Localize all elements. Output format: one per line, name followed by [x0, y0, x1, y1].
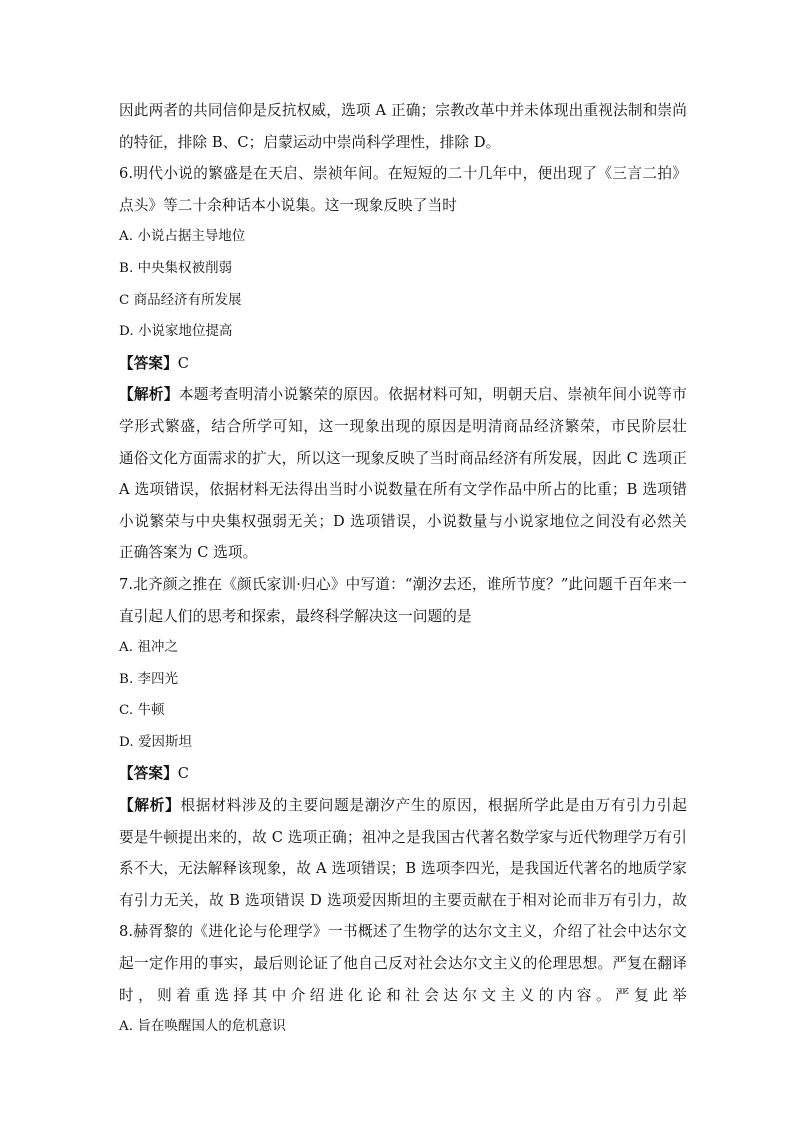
line-text: 学形式繁盛，结合所学可知，这一现象出现的原因是明清商品经济繁荣，市民阶层壮 — [119, 417, 687, 435]
answer-label-line — [119, 790, 687, 822]
line-text: B. 中央集权被削弱 — [119, 260, 233, 276]
text-line — [119, 885, 687, 917]
text-line — [119, 569, 687, 601]
option-line — [119, 221, 687, 253]
answer-label-line — [119, 379, 687, 411]
text-line — [119, 601, 687, 633]
line-text: 起一定作用的事实，最后则论证了他自己反对社会达尔文主义的伦理思想。严复在翻译 — [119, 955, 687, 973]
text-line — [119, 980, 687, 1012]
text-line — [119, 853, 687, 885]
option-line — [119, 1011, 687, 1043]
option-line — [119, 632, 687, 664]
section-tag: 【答案】 — [119, 765, 178, 783]
line-text: A 选项错误，依据材料无法得出当时小说数量在所有文学作品中所占的比重；B 选项错 — [119, 481, 687, 499]
text-line — [119, 916, 687, 948]
line-text: 本题考查明清小说繁荣的原因。依据材料可知，明朝天启、崇祯年间小说等市 — [178, 386, 687, 404]
line-text: A. 旨在唤醒国人的危机意识 — [119, 1019, 286, 1035]
option-line — [119, 695, 687, 727]
line-text: 6.明代小说的繁盛是在天启、崇祯年间。在短短的二十几年中，便出现了《三言二拍》 — [119, 165, 687, 183]
option-line — [119, 727, 687, 759]
line-text: B. 李四光 — [119, 671, 179, 687]
answer-label-line — [119, 758, 687, 790]
text-line — [119, 822, 687, 854]
section-tag: 【解析】 — [119, 797, 181, 815]
line-text: C — [177, 354, 190, 372]
line-text: 根据材料涉及的主要问题是潮汐产生的原因，根据所学此是由万有引力引起 — [180, 797, 687, 815]
line-text: 有引力无关，故 B 选项错误 D 选项爱因斯坦的主要贡献在于相对论而非万有引力，故 — [119, 891, 687, 909]
line-text: 直引起人们的思考和探索，最终科学解决这一问题的是 — [119, 607, 472, 625]
line-text: 7.北齐颜之推在《颜氏家训·归心》中写道：“潮汐去还，谁所节度？”此问题千百年来一 — [119, 575, 687, 593]
line-text: 因此两者的共同信仰是反抗权威，选项 A 正确；宗教改革中并未体现出重视法制和崇尚 — [119, 102, 687, 119]
line-text: C. 牛顿 — [119, 703, 165, 719]
line-text: 点头》等二十余种话本小说集。这一现象反映了当时 — [119, 196, 457, 214]
text-line — [119, 506, 687, 538]
line-text: C — [177, 765, 190, 783]
section-tag: 【解析】 — [119, 386, 179, 404]
line-text: A. 小说占据主导地位 — [119, 229, 246, 245]
text-line — [119, 411, 687, 443]
text-line — [119, 537, 687, 569]
text-line — [119, 127, 687, 159]
text-line — [119, 158, 687, 190]
document-page — [119, 95, 687, 1043]
line-text: 正确答案为 C 选项。 — [119, 544, 258, 562]
line-text: C 商品经济有所发展 — [119, 292, 242, 308]
option-line — [119, 664, 687, 696]
text-line — [119, 443, 687, 475]
line-text: 通俗文化方面需求的扩大，所以这一现象反映了当时商品经济有所发展，因此 C 选项正 — [119, 449, 687, 467]
line-text: 要是牛顿提出来的，故 C 选项正确；祖冲之是我国古代著名数学家与近代物理学万有引 — [119, 828, 687, 846]
line-text: D. 小说家地位提高 — [119, 324, 233, 340]
text-line — [119, 190, 687, 222]
option-line — [119, 285, 687, 317]
line-text: 小说繁荣与中央集权强弱无关；D 选项错误，小说数量与小说家地位之间没有必然关 — [119, 512, 687, 530]
answer-label-line — [119, 348, 687, 380]
line-text: 的特征，排除 B、C；启蒙运动中崇尚科学理性，排除 D。 — [119, 133, 501, 151]
option-line — [119, 253, 687, 285]
line-text: 8.赫胥黎的《进化论与伦理学》一书概述了生物学的达尔文主义，介绍了社会中达尔文 — [119, 923, 687, 941]
line-text: 系不大，无法解释该现象，故 A 选项错误；B 选项李四光，是我国近代著名的地质学家 — [119, 860, 687, 878]
line-text: D. 爱因斯坦 — [119, 734, 193, 750]
line-text: A. 祖冲之 — [119, 640, 178, 656]
section-tag: 【答案】 — [119, 354, 178, 372]
text-line — [119, 474, 687, 506]
line-text: 时，则着重选择其中介绍进化论和社会达尔文主义的内容。严复此举 — [119, 986, 687, 1004]
text-line — [119, 95, 687, 127]
option-line — [119, 316, 687, 348]
text-line — [119, 948, 687, 980]
